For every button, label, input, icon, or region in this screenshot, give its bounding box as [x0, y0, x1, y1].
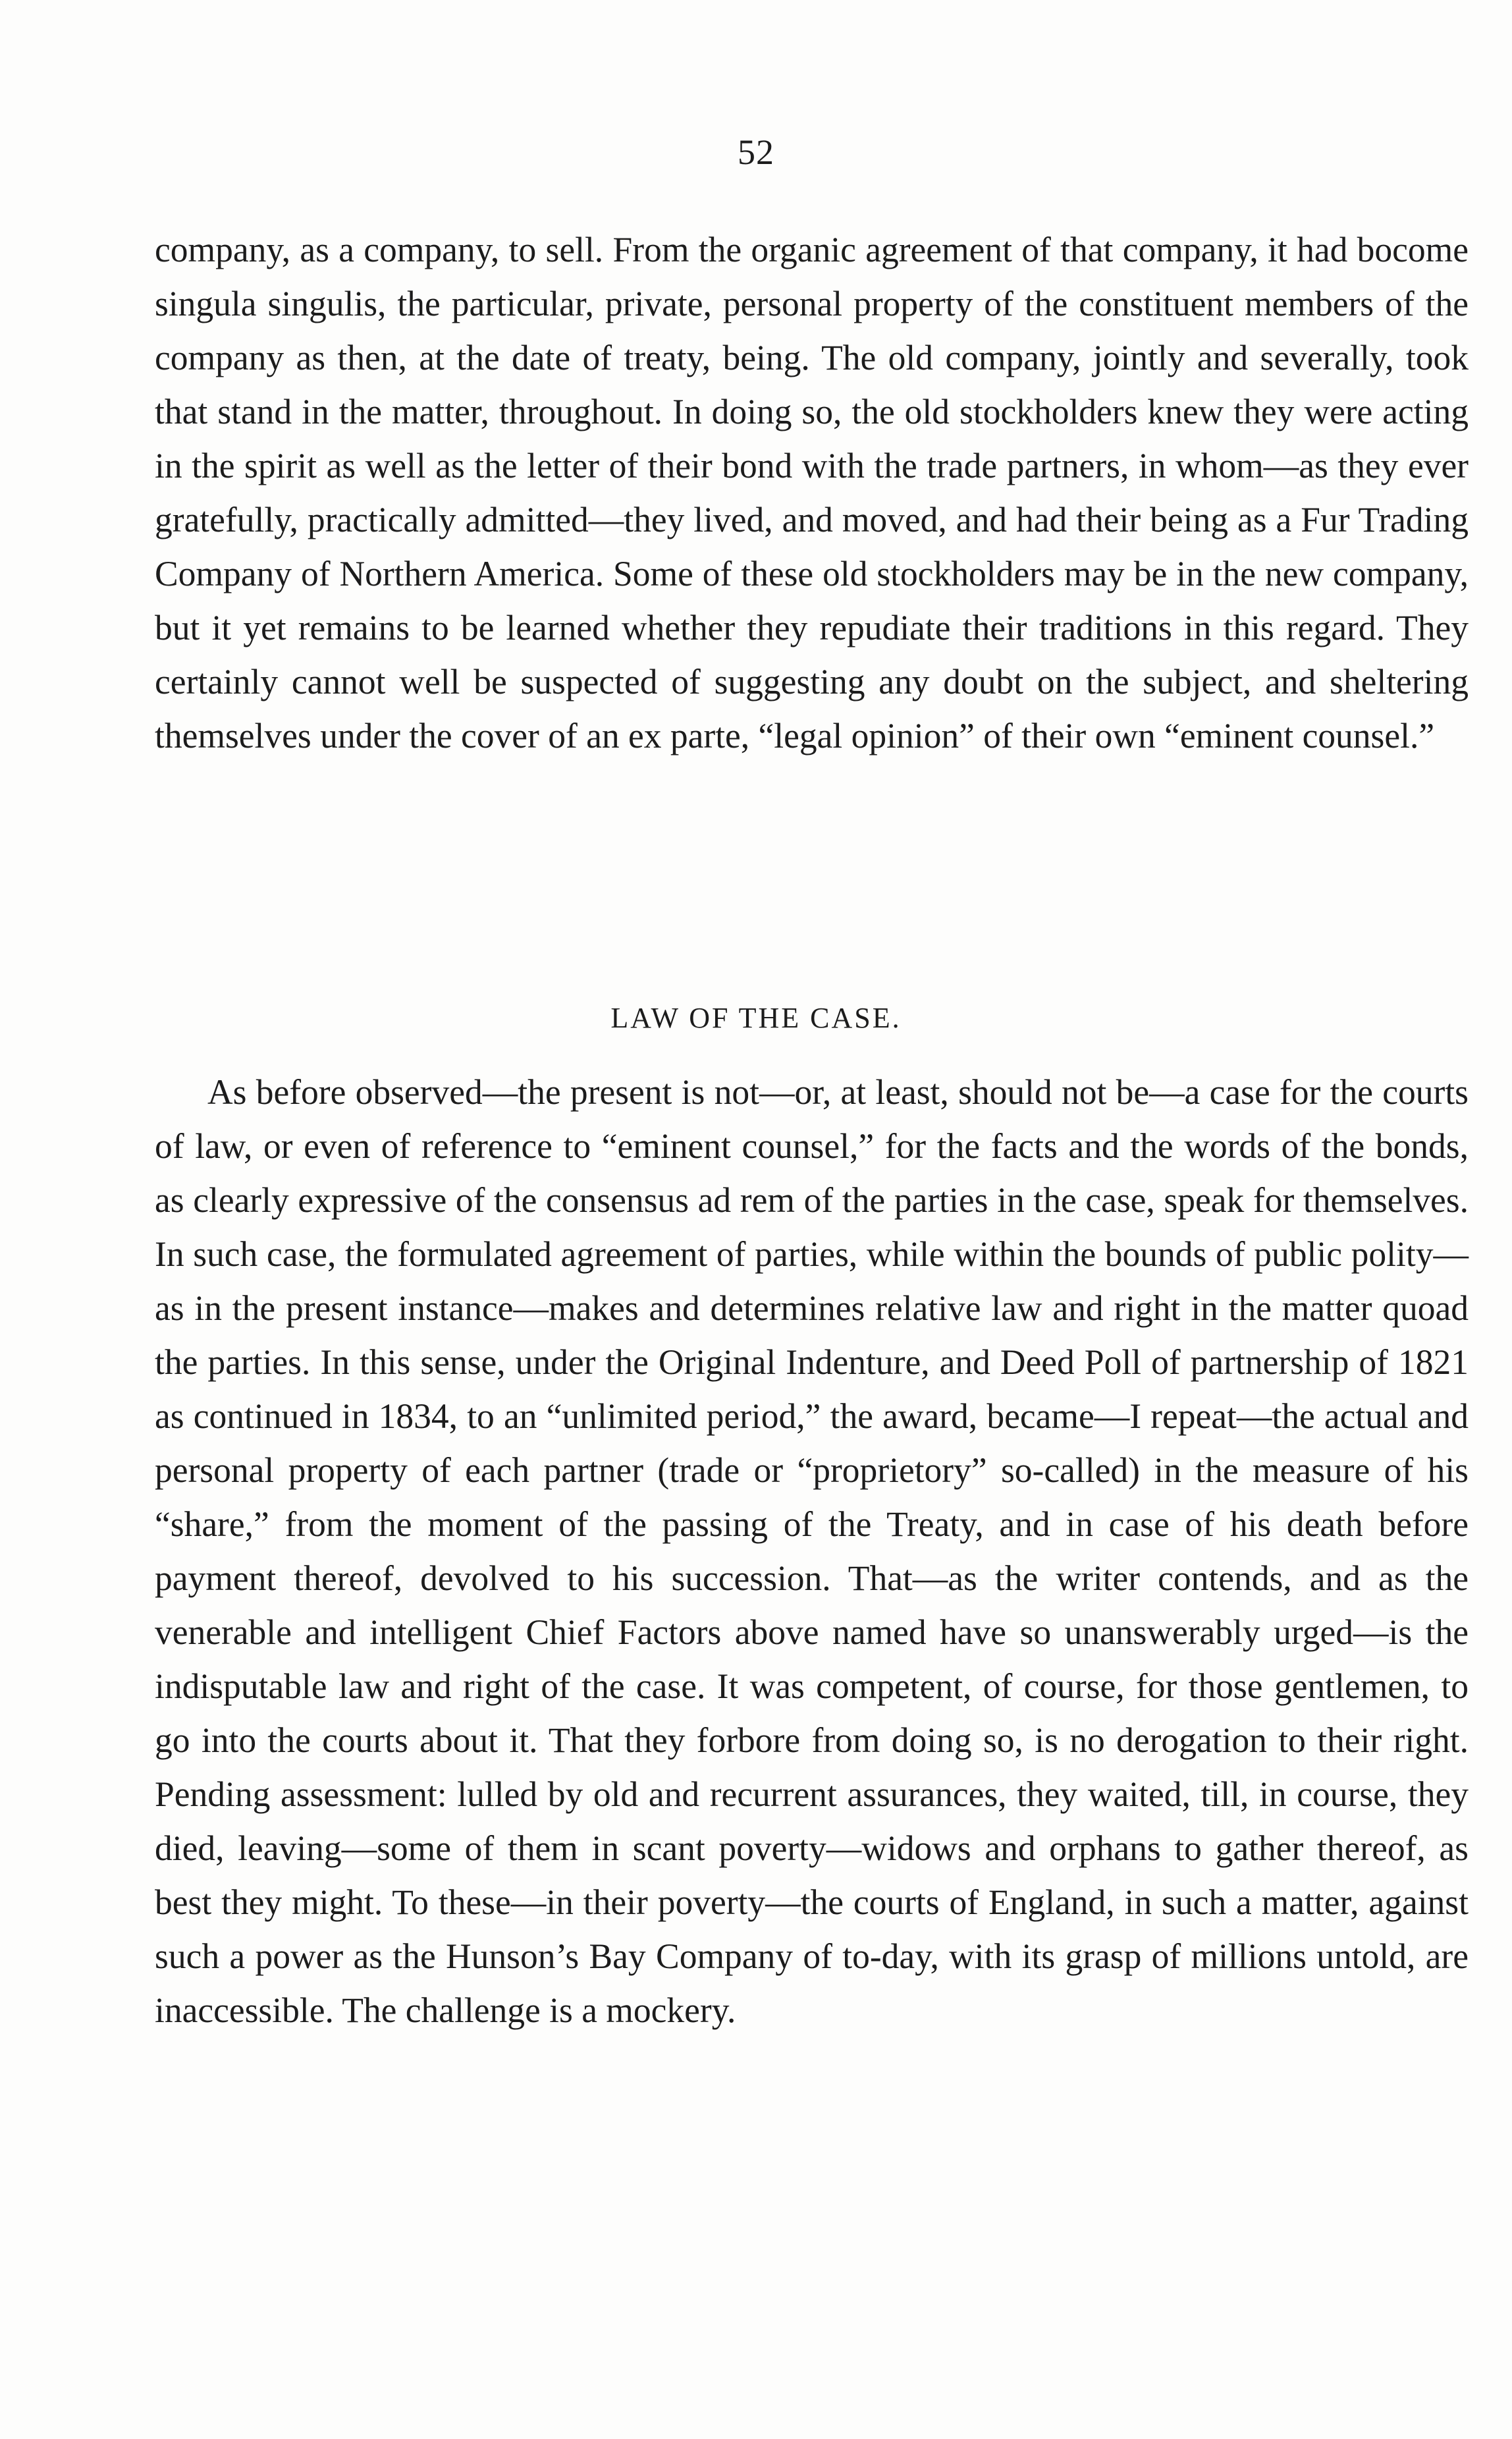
page-number: 52	[738, 132, 774, 172]
body-text-bottom	[155, 1065, 1469, 2037]
paragraph-1: company, as a company, to sell. From the organic agreement of that company, it had bocome singula singulis, the particular, private, personal property of the constituent members of the company as then, at the date of treaty, being. The old company, jointly and severally, took that stand in the matter, throughout. In doing so, the old stockholders knew they were acting in the spirit as well as the letter of their bond with the trade partners, in whom—as they ever gratefully, practically admitted—they lived, and moved, and had their being as a Fur Trading Company of Northern America. Some of these old stockholders may be in the new company, but it yet remains to be learned whether they repudiate their traditions in this regard. They certainly cannot well be suspected of suggesting any doubt on the subject, and sheltering themselves under the cover of an ex parte, “legal opinion” of their own “eminent counsel.”	[155, 230, 1469, 755]
paragraph-2: As before observed—the present is not—or, at least, should not be—a case for the courts of law, or even of reference to “eminent counsel,” for the facts and the words of the bonds, as clearly expressive of the consensus ad rem of the parties in the case, speak for themselves. In such case, the formulated agreement of parties, while within the bounds of public polity—as in the present instance—makes and determines relative law and right in the matter quoad the parties. In this sense, under the Original Indenture, and Deed Poll of partnership of 1821 as continued in 1834, to an “unlimited period,” the award, became—I repeat—the actual and personal property of each partner (trade or “proprietory” so-called) in the measure of his “share,” from the moment of the passing of the Treaty, and in case of his death before payment thereof, devolved to his succession. That—as the writer contends, and as the venerable and intelligent Chief Factors above named have so unanswerably urged—is the indisputable law and right of the case. It was competent, of course, for those gentlemen, to go into the courts about it. That they forbore from doing so, is no derogation to their right. Pending assessment: lulled by old and recurrent assurances, they waited, till, in course, they died, leaving—some of them in scant poverty—widows and orphans to gather thereof, as best they might. To these—in their poverty—the courts of England, in such a matter, against such a power as the Hunson’s Bay Company of to-day, with its grasp of millions untold, are inaccessible. The challenge is a mockery.	[155, 1072, 1469, 2030]
body-text-top	[155, 223, 1469, 763]
section-heading: LAW OF THE CASE.	[610, 1002, 902, 1034]
